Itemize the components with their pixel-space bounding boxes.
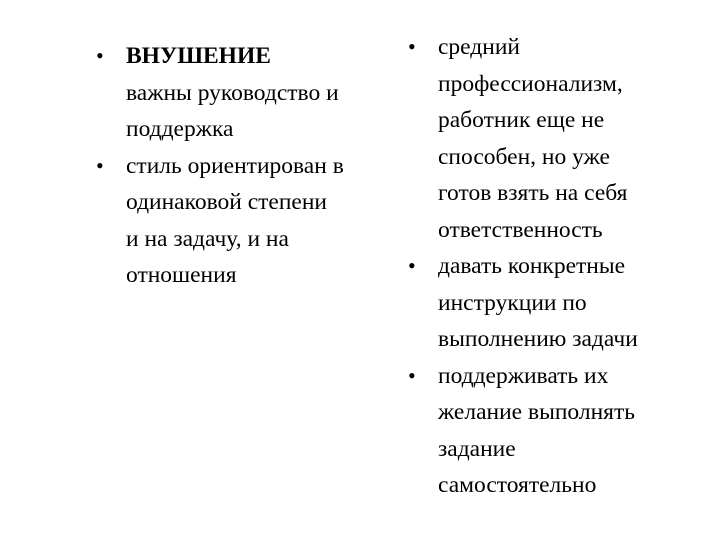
text-line: самостоятельно: [438, 472, 597, 498]
heading-suggestion: ВНУШЕНИЕ: [126, 43, 271, 69]
text-line: выполнению задачи: [438, 326, 638, 352]
bullet-text: [438, 248, 708, 358]
bullet-icon: •: [96, 43, 104, 68]
left-bullet-style: [96, 148, 396, 294]
text-line: важны руководство и: [126, 79, 339, 106]
left-bullet-suggestion: [96, 38, 396, 148]
right-bullet-instructions: [408, 248, 708, 358]
text-line: поддержка: [126, 116, 234, 142]
bullet-icon: •: [408, 34, 416, 59]
right-bullet-professionalism: [408, 29, 708, 248]
text-line: отношения: [126, 262, 237, 288]
text-line: давать конкретные: [438, 253, 626, 279]
text-line: задание: [438, 435, 516, 462]
text-line: инструкции по: [438, 289, 587, 316]
bullet-icon: •: [408, 362, 416, 388]
text-line: и на задачу, и на: [126, 225, 289, 252]
text-line: способен, но уже: [438, 143, 610, 170]
text-line: ответственность: [438, 216, 603, 243]
text-line: поддерживать их: [438, 362, 609, 389]
bullet-text: [438, 358, 708, 504]
right-bullet-support: [408, 358, 708, 504]
left-column: [96, 38, 396, 294]
bullet-text: [438, 29, 708, 248]
text-line: профессионализм,: [438, 70, 623, 97]
text-line: желание выполнять: [438, 399, 635, 425]
right-column: [408, 29, 708, 504]
bullet-icon: •: [96, 152, 104, 178]
text-line: одинаковой степени: [126, 189, 328, 215]
bullet-text: [126, 148, 396, 294]
text-line: стиль ориентирован в: [126, 152, 344, 179]
text-line: работник еще не: [438, 107, 605, 133]
text-line: средний: [438, 34, 520, 60]
bullet-text: [126, 38, 396, 148]
text-line: готов взять на себя: [438, 180, 628, 206]
bullet-icon: •: [408, 253, 416, 278]
